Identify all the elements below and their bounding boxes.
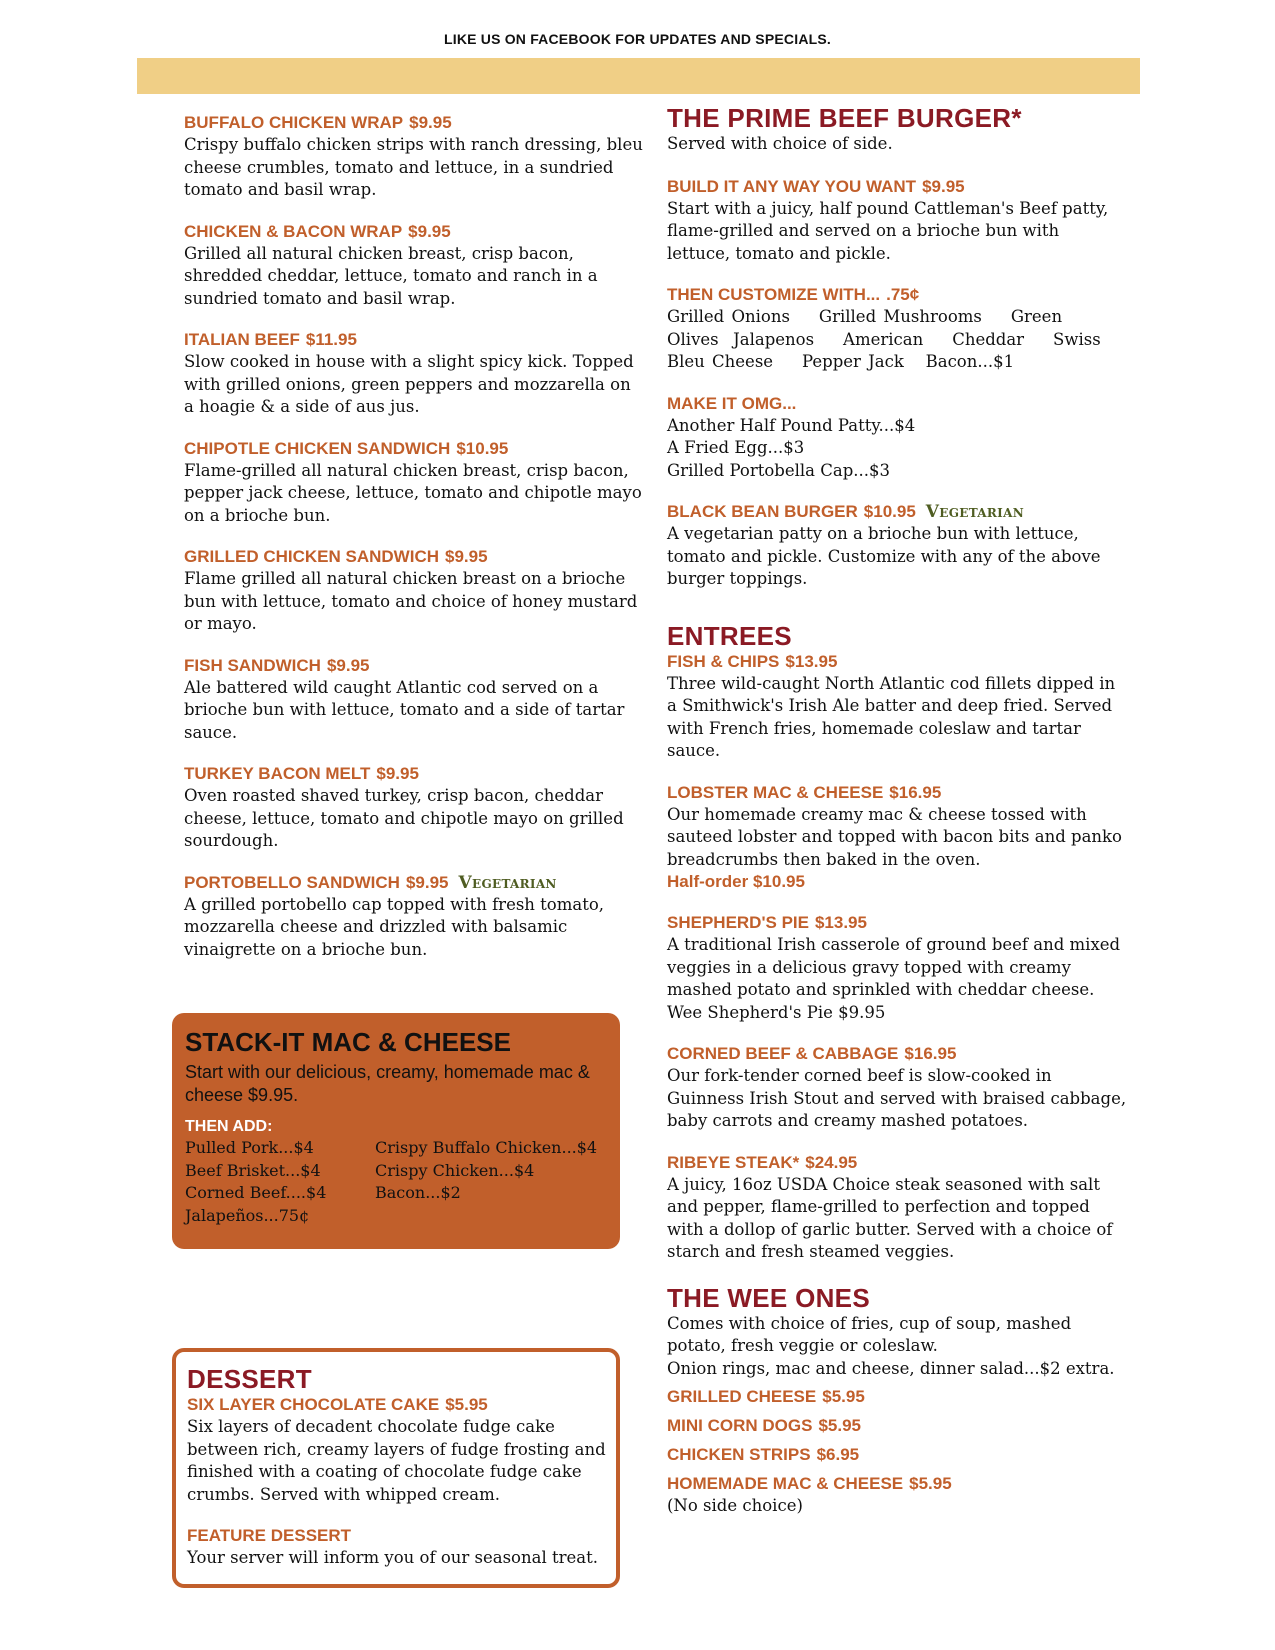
wee-item: [667, 1415, 1127, 1437]
entrees-title: ENTREES: [667, 620, 792, 651]
menu-item: [667, 1152, 1127, 1264]
menu-item: [184, 221, 644, 311]
burger-title: THE PRIME BEEF BURGER*: [667, 103, 1022, 133]
item-price: $5.95: [822, 1387, 865, 1406]
item-description: Slow cooked in house with a slight spicy kick. Topped with grilled onions, green peppers and mozzarella on a hoagie & a side of aus jus.: [184, 352, 634, 416]
item-description: Start with a juicy, half pound Cattleman's Beef patty, flame-grilled and served on a brioche bun with lettuce, tomato and pickle.: [667, 198, 1109, 263]
wee-item: [667, 1386, 1127, 1408]
wee-extra: Onion rings, mac and cheese, dinner salad...$2 extra.: [667, 1358, 1115, 1378]
wee-item: [667, 1444, 1127, 1466]
menu-item: [667, 651, 1127, 763]
menu-item: [667, 284, 1127, 374]
wee-ones-list: [667, 1386, 1127, 1518]
item-price: $16.95: [889, 782, 942, 802]
mac-intro: Start with our delicious, creamy, homemade mac & cheese $9.95.: [185, 1062, 590, 1105]
menu-item: [184, 112, 644, 202]
addon-item: Corned Beef....$4: [185, 1183, 327, 1202]
item-price: $24.95: [805, 1152, 858, 1172]
menu-item: [667, 176, 1127, 266]
addon-item: Bacon...$2: [375, 1183, 461, 1202]
addon-item: [375, 1205, 605, 1228]
item-price: $13.95: [785, 651, 838, 671]
item-description: Ale battered wild caught Atlantic cod served on a brioche bun with lettuce, tomato and a side of tartar sauce.: [184, 677, 625, 742]
dessert-box: [172, 1348, 620, 1588]
item-price: .75¢: [886, 285, 920, 304]
omg-line: Another Half Pound Patty...$4: [667, 415, 916, 435]
addon-item: Pulled Pork...$4: [185, 1138, 314, 1157]
stack-it-mac-box: [172, 1013, 620, 1249]
item-price: $9.95: [409, 113, 452, 132]
item-name: SIX LAYER CHOCOLATE CAKE: [187, 1395, 440, 1414]
item-description: Our homemade creamy mac & cheese tossed with sauteed lobster and topped with bacon bits and panko breadcrumbs then baked in the oven.: [667, 804, 1122, 869]
menu-item: [184, 655, 644, 745]
item-name: FISH & CHIPS: [667, 651, 780, 671]
item-description: Oven roasted shaved turkey, crisp bacon, cheddar cheese, lettuce, tomato and chipotle mayo on grilled sourdough.: [184, 786, 624, 850]
item-name: LOBSTER MAC & CHEESE: [667, 782, 884, 802]
vegetarian-badge: Vegetarian: [925, 502, 1024, 522]
item-price: $10.95: [456, 438, 509, 458]
item-price: $9.95: [922, 176, 965, 196]
item-name: THEN CUSTOMIZE WITH...: [667, 285, 881, 304]
item-name: TURKEY BACON MELT: [184, 764, 371, 783]
item-name: RIBEYE STEAK*: [667, 1152, 800, 1172]
mac-addons: [185, 1137, 608, 1227]
item-name: CHICKEN STRIPS: [667, 1445, 811, 1464]
wee-ones-title: THE WEE ONES: [667, 1282, 870, 1313]
item-description: A traditional Irish casserole of ground beef and mixed veggies in a delicious gravy topped with creamy mashed potato and sprinkled with cheddar cheese.: [667, 935, 1121, 999]
item-name: GRILLED CHEESE: [667, 1387, 817, 1406]
menu-item: [184, 763, 644, 853]
item-description: Flame-grilled all natural chicken breast, crisp bacon, pepper jack cheese, lettuce, tomato and chipotle mayo on a brioche bun.: [184, 460, 642, 525]
item-name: HOMEMADE MAC & CHEESE: [667, 1474, 904, 1493]
menu-item: [667, 782, 1127, 894]
item-name: BUILD IT ANY WAY YOU WANT: [667, 176, 917, 196]
vegetarian-badge: Vegetarian: [458, 872, 557, 893]
mac-title: STACK-IT MAC & CHEESE: [185, 1027, 511, 1057]
menu-item: [187, 1394, 606, 1506]
topping-line: Grilled Onions Grilled Mushrooms Green: [667, 307, 1063, 326]
no-side-note: (No side choice): [667, 1496, 803, 1515]
facebook-note: LIKE US ON FACEBOOK FOR UPDATES AND SPECIALS.: [443, 31, 832, 47]
item-description: A grilled portobello cap topped with fresh tomato, mozzarella cheese and drizzled with balsamic vinaigrette on a brioche bun.: [184, 894, 605, 959]
addon-item: Crispy Chicken...$4: [375, 1160, 535, 1180]
item-description: A juicy, 16oz USDA Choice steak seasoned with salt and pepper, flame-grilled to perfection and topped with a dollop of garlic butter. Served with a choice of starch and fresh steamed veggies.: [667, 1174, 1113, 1261]
topping-line: Olives Jalapenos American Cheddar Swiss: [667, 329, 1101, 349]
sandwich-column: [184, 112, 644, 980]
item-name: GRILLED CHICKEN SANDWICH: [184, 547, 439, 566]
item-price: $16.95: [904, 1044, 957, 1063]
item-price: $11.95: [305, 330, 357, 349]
item-price: $9.95: [445, 547, 488, 566]
burger-subtitle: Served with choice of side.: [667, 134, 893, 153]
item-name: PORTOBELLO SANDWICH: [184, 872, 400, 892]
item-price: $13.95: [814, 913, 867, 932]
menu-item: [667, 1043, 1127, 1133]
menu-item: [184, 546, 644, 636]
item-description: Three wild-caught North Atlantic cod fillets dipped in a Smithwick's Irish Ale batter and deep fried. Served with French fries, homemade coleslaw and tartar sauce.: [667, 673, 1116, 760]
wee-item: [667, 1473, 1127, 1495]
item-name: CHIPOTLE CHICKEN SANDWICH: [184, 438, 451, 458]
item-price: $10.95: [863, 502, 916, 521]
wee-subtitle: Comes with choice of fries, cup of soup, mashed potato, fresh veggie or coleslaw.: [667, 1313, 1072, 1355]
addon-item: Crispy Buffalo Chicken...$4: [375, 1138, 598, 1157]
item-name: FEATURE DESSERT: [187, 1526, 352, 1545]
item-description: Our fork-tender corned beef is slow-cooked in Guinness Irish Stout and served with braised cabbage, baby carrots and creamy mashed potatoes.: [667, 1066, 1127, 1130]
menu-item: [667, 501, 1127, 591]
item-description: Crispy buffalo chicken strips with ranch dressing, bleu cheese crumbles, tomato and lettuce, in a sundried tomato and basil wrap.: [184, 135, 643, 199]
omg-line: Grilled Portobella Cap...$3: [667, 460, 891, 480]
menu-item: [667, 912, 1127, 1024]
item-extra: Wee Shepherd's Pie $9.95: [667, 1002, 886, 1022]
item-description: A vegetarian patty on a brioche bun with lettuce, tomato and pickle. Customize with any of the above burger toppings.: [667, 524, 1101, 588]
item-name: BLACK BEAN BURGER: [667, 502, 858, 521]
item-name: CHICKEN & BACON WRAP: [184, 221, 403, 241]
addon-item: Jalapeños...75¢: [185, 1205, 310, 1225]
menu-item: [184, 872, 644, 962]
item-price: $5.95: [445, 1395, 488, 1414]
burger-entree-column: [667, 103, 1127, 1518]
item-description: Your server will inform you of our seasonal treat.: [187, 1548, 598, 1567]
item-price: $5.95: [818, 1416, 861, 1435]
item-name: FISH SANDWICH: [184, 655, 321, 675]
half-order-note: Half-order $10.95: [667, 872, 805, 891]
item-name: SHEPHERD'S PIE: [667, 913, 809, 932]
item-name: BUFFALO CHICKEN WRAP: [184, 113, 404, 132]
item-name: MAKE IT OMG...: [667, 393, 797, 413]
item-name: MINI CORN DOGS: [667, 1416, 813, 1435]
menu-item: [667, 393, 1127, 483]
item-price: $9.95: [408, 221, 451, 241]
menu-item: [184, 329, 644, 419]
menu-item: [187, 1525, 606, 1570]
topping-options: [667, 306, 1127, 374]
item-description: Grilled all natural chicken breast, crisp bacon, shredded cheddar, lettuce, tomato and ranch in a sundried tomato and basil wrap.: [184, 243, 598, 308]
item-price: $9.95: [405, 872, 449, 892]
mac-then-add: THEN ADD:: [185, 1118, 273, 1135]
topping-line: Bleu Cheese Pepper Jack Bacon...$1: [667, 352, 1015, 371]
addon-item: Beef Brisket...$4: [185, 1160, 321, 1180]
item-description: Six layers of decadent chocolate fudge cake between rich, creamy layers of fudge frosting and finished with a coating of chocolate fudge cake crumbs. Served with whipped cream.: [187, 1417, 606, 1504]
item-price: $9.95: [326, 655, 370, 675]
menu-item: [184, 438, 644, 528]
item-name: ITALIAN BEEF: [184, 330, 300, 349]
item-price: $5.95: [909, 1474, 952, 1493]
dessert-title: DESSERT: [187, 1364, 312, 1394]
omg-line: A Fried Egg...$3: [667, 438, 805, 457]
header-band: [137, 58, 1140, 94]
item-price: $9.95: [376, 764, 419, 783]
item-description: Flame grilled all natural chicken breast on a brioche bun with lettuce, tomato and choice of honey mustard or mayo.: [184, 569, 638, 633]
item-price: $6.95: [816, 1445, 860, 1464]
item-name: CORNED BEEF & CABBAGE: [667, 1044, 899, 1063]
